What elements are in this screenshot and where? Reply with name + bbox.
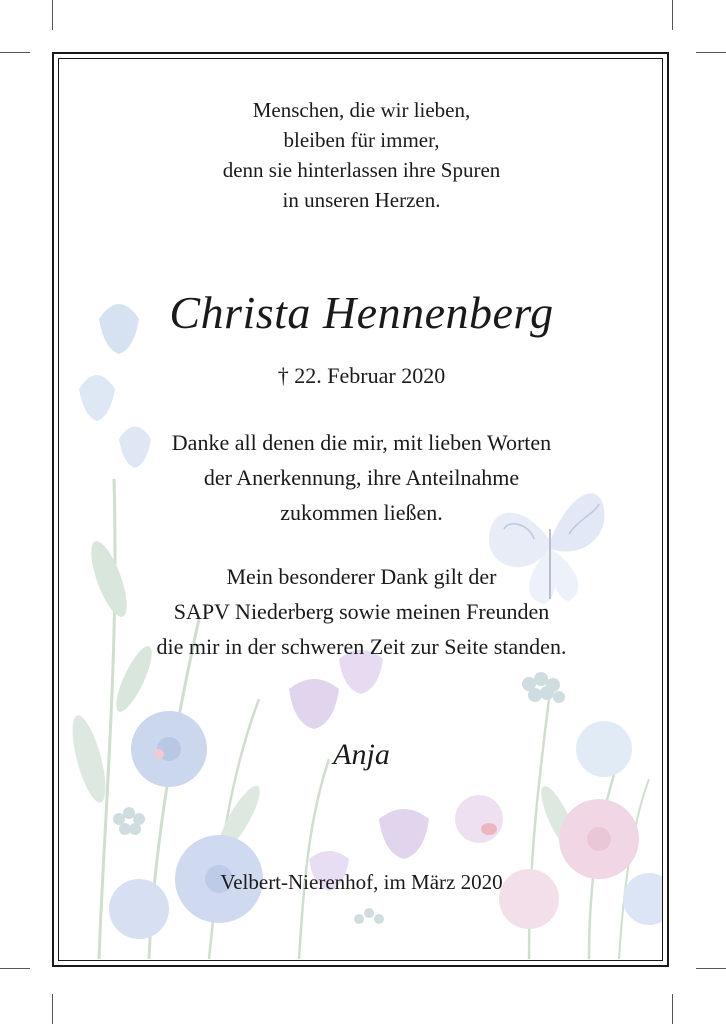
quote-line: bleiben für immer, (283, 128, 440, 152)
obituary-card (58, 58, 663, 961)
date-of-death: † 22. Februar 2020 (277, 363, 446, 388)
crop-mark (672, 994, 673, 1024)
thanks-line: die mir in der schweren Zeit zur Seite standen. (156, 634, 567, 659)
crop-mark (0, 52, 30, 53)
signature: Anja (333, 738, 390, 771)
quote-line: denn sie hinterlassen ihre Spuren (222, 158, 501, 182)
crop-mark (696, 52, 726, 53)
crop-mark (0, 968, 30, 969)
memorial-quote (59, 95, 663, 215)
thanks-paragraph-2 (59, 559, 663, 664)
quote-line: Menschen, die wir lieben, (252, 98, 471, 122)
thanks-line: SAPV Niederberg sowie meinen Freunden (173, 599, 550, 624)
crop-mark (52, 994, 53, 1024)
thanks-line: zukommen ließen. (280, 500, 443, 525)
crop-mark (696, 968, 726, 969)
thanks-line: Mein besonderer Dank gilt der (226, 564, 497, 589)
deceased-name: Christa Hennenberg (169, 287, 554, 338)
crop-mark (672, 0, 673, 30)
thanks-line: der Anerkennung, ihre Anteilnahme (203, 465, 520, 490)
thanks-line: Danke all denen die mir, mit lieben Worten (171, 430, 552, 455)
place-and-date: Velbert-Nierenhof, im März 2020 (220, 870, 503, 894)
quote-line: in unseren Herzen. (282, 188, 441, 212)
thanks-paragraph-1 (59, 425, 663, 530)
crop-mark (52, 0, 53, 30)
